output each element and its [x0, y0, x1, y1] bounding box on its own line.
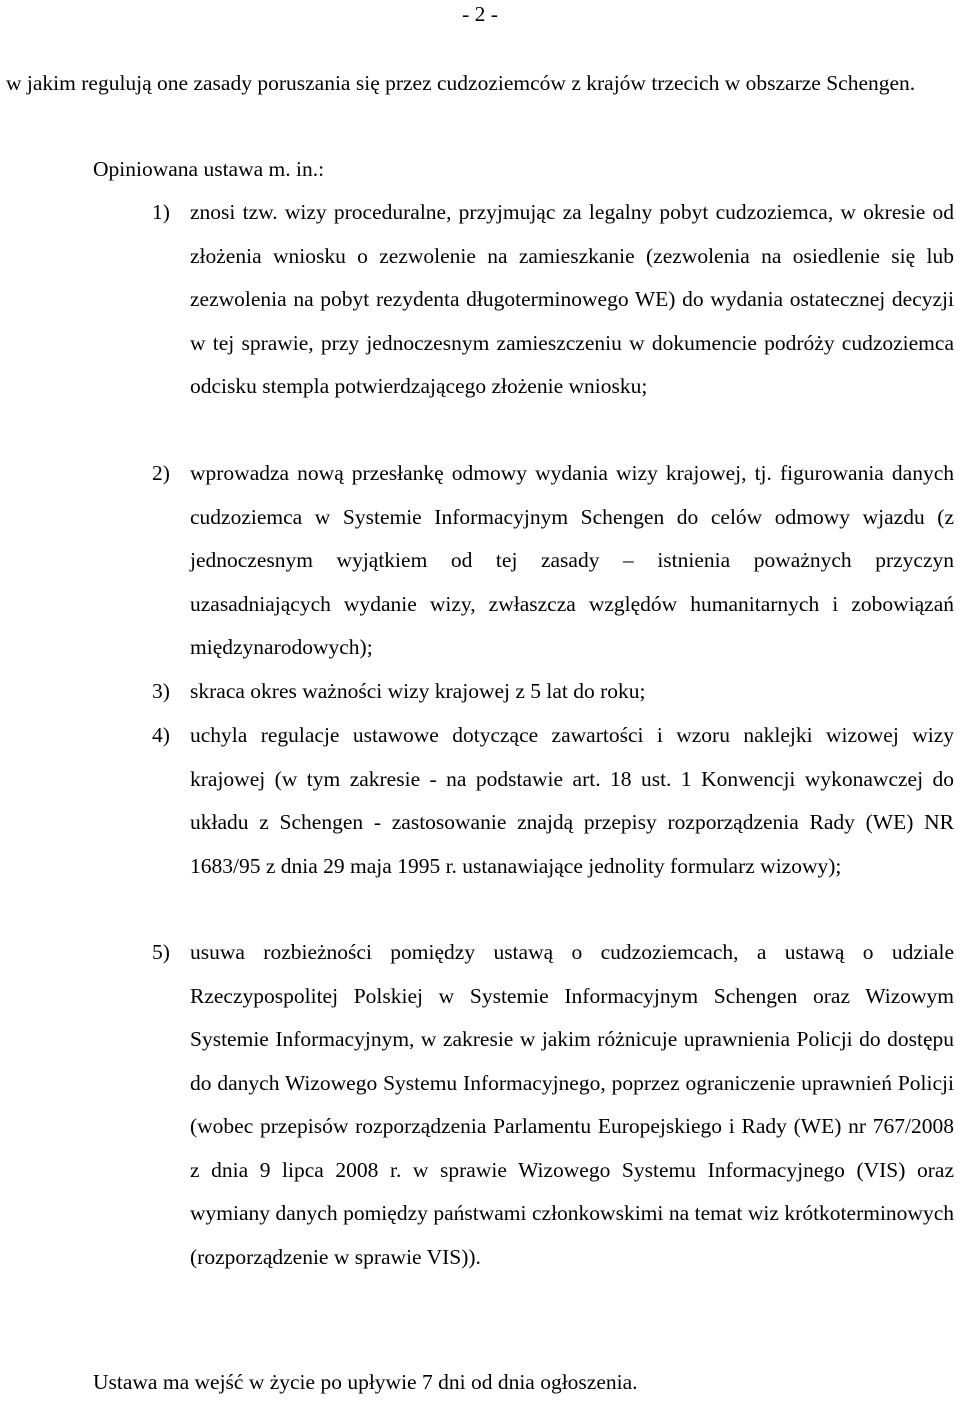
list-item-number: 4): [152, 723, 170, 747]
list-item-number: 1): [152, 200, 170, 224]
list-item-3: [152, 670, 954, 714]
list-item-text: wprowadza nową przesłankę odmowy wydania wizy krajowej, tj. figurowania danych cudzoziemca w Systemie Informacyjnym Schengen do celów odmowy wjazdu (z jednoczesnym wyjątkiem od tej zasady – istnienia poważnych przyczyn uzasadniających wydanie wizy, zwłaszcza względów humanitarnych i zobowiązań międzynarodowych);: [190, 461, 954, 659]
list-item-text: usuwa rozbieżności pomiędzy ustawą o cudzoziemcach, a ustawą o udziale Rzeczypospolitej Polskiej w Systemie Informacyjnym Schengen oraz Wizowym Systemie Informacyjnym, w zakresie w jakim różnicuje uprawnienia Policji do dostępu do danych Wizowego Systemu Informacyjnego, poprzez ograniczenie uprawnień Policji (wobec przepisów rozporządzenia Parlamentu Europejskiego i Rady (WE) nr 767/2008 z dnia 9 lipca 2008 r. w sprawie Wizowego Systemu Informacyjnego (VIS) oraz wymiany danych pomiędzy państwami członkowskimi na temat wiz krótkoterminowych (rozporządzenie w sprawie VIS)).: [190, 940, 954, 1269]
page-number: - 2 -: [462, 2, 498, 26]
list-item-text: uchyla regulacje ustawowe dotyczące zawartości i wzoru naklejki wizowej wizy krajowej (w tym zakresie - na podstawie art. 18 ust. 1 Konwencji wykonawczej do układu z Schengen - zastosowanie znajdą przepisy rozporządzenia Rady (WE) NR 1683/95 z dnia 29 maja 1995 r. ustanawiające jednolity formularz wizowy);: [190, 723, 954, 878]
list-item-text: skraca okres ważności wizy krajowej z 5 lat do roku;: [190, 679, 646, 703]
list-item-5: [152, 931, 954, 1279]
list-item-text: znosi tzw. wizy proceduralne, przyjmując za legalny pobyt cudzoziemca, w okresie od złożenia wniosku o zezwolenie na zamieszkanie (zezwolenia na osiedlenie się lub zezwolenia na pobyt rezydenta długoterminowego WE) do wydania ostatecznej decyzji w tej sprawie, przy jednoczesnym zamieszczeniu w dokumencie podróży cudzoziemca odcisku stempla potwierdzającego złożenie wniosku;: [190, 200, 954, 398]
list-item-number: 2): [152, 461, 170, 485]
intro-paragraph: w jakim regulują one zasady poruszania się przez cudzoziemców z krajów trzecich w obszarze Schengen.: [6, 71, 916, 95]
list-item-4: [152, 714, 954, 888]
list-item-number: 5): [152, 940, 170, 964]
list-item-2: [152, 452, 954, 670]
list-item-1: [152, 191, 954, 409]
opinion-lead: Opiniowana ustawa m. in.:: [93, 157, 325, 181]
list-item-number: 3): [152, 679, 170, 703]
closing-sentence: Ustawa ma wejść w życie po upływie 7 dni od dnia ogłoszenia.: [93, 1370, 638, 1394]
